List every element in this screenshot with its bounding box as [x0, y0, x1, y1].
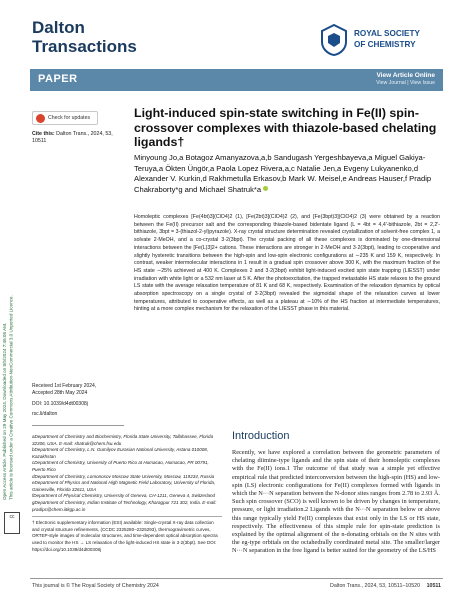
- accepted-date: Accepted 28th May 2024: [32, 389, 88, 396]
- orcid-icon[interactable]: [263, 186, 268, 191]
- esi-footnote[interactable]: † Electronic supplementary information (ESI) available: Single-crystal X-ray data collection and crystal structure refinements, (CCDC 2325280–2325293), thermogravimetric curves, ORTEP-style images of molecular structures, and time-dependent optical absorption spectra used to monitor the HS → LS relaxation of the light-induced HS state in 3·2(3bpt). See DOI: https://doi.org/10.1039/d4dt00308j: [32, 516, 222, 553]
- journal-site-link[interactable]: rsc.li/dalton: [32, 411, 58, 418]
- doi-link[interactable]: DOI: 10.1039/d4dt00308j: [32, 400, 88, 407]
- section-banner: [30, 69, 443, 91]
- affiliation-item: bDepartment of Chemistry, L.N. Gumilyov Eurasian National University, Astana 010008, Kazakhstan: [32, 447, 209, 459]
- open-access-line[interactable]: Open Access Article. Published on 29 May 2024. Downloaded on 8/5/2024 7:46:06 AM.: [2, 322, 7, 500]
- copyright: This journal is © The Royal Society of Chemistry 2024: [32, 583, 159, 589]
- publisher-name-line1: ROYAL SOCIETY: [354, 29, 420, 38]
- footer-journal-ref: Dalton Trans., 2024, 53, 10511–10520: [330, 583, 421, 589]
- affiliation-item: gDepartment of Chemistry, Indian Institute of Technology, Kharagpur 721 302, India. E-mail: pradipc@chem.iitkgp.ac.in: [32, 499, 217, 512]
- section-label: PAPER: [38, 73, 78, 85]
- licence-line[interactable]: This article is licensed under a Creative Commons Attribution-NonCommercial 3.0 Unported Licence.: [8, 295, 14, 500]
- affiliation-item: dDepartment of Chemistry, Lomonosov Moscow State University, Moscow, 119234, Russia: [32, 473, 215, 479]
- footer-citation: [330, 583, 441, 589]
- article-title: Light-induced spin-state switching in Fe(II) spin-crossover complexes with thiazole-based chelating ligands†: [134, 106, 437, 149]
- divider: [32, 425, 124, 426]
- view-article-online-link[interactable]: View Article Online: [376, 72, 435, 79]
- affiliation-item: fDepartment of Physical Chemistry, University of Geneva, CH-1211, Geneva 4, Switzerland: [32, 493, 216, 499]
- cc-license-icon[interactable]: cc: [4, 512, 20, 534]
- check-updates-button[interactable]: [32, 111, 98, 125]
- license-strip: [0, 0, 22, 600]
- intro-text: Recently, we have explored a correlation between the geometric parameters of chelating diimine-type ligands and the spin state of their homoleptic complexes with the Fe(II) ions.1 The outcome of that study was a simple yet effective empirical rule that predicted interconversion between the high-spin (HS) and low-spin (LS) electronic configurations for Fe(II) complexes formed with ligands in which the N···N separation between the N-donor sites ranges from 2.78 to 2.93 Å. Such spin crossover (SCO) is well known to be driven by changes in temperature, pressure, or light irradiation.2 Ligands with the N···N separation below or above this range typically yield Fe(II) complexes that exist only in the LS or HS state, respectively. The effectiveness of this simple rule for spin-state prediction is explained by the optimal alignment of the n-donating orbitals on the N sites with the eg-type orbitals on the octahedrally coordinated metal site. The smaller/larger N···N separation in the free ligand is better suited for the geometry of the LS/HS: [232, 449, 440, 555]
- publisher-crest-icon: [320, 24, 348, 56]
- publisher-logo[interactable]: [320, 22, 442, 58]
- update-icon: [36, 114, 45, 123]
- page-footer: [30, 578, 443, 589]
- page-number: 10511: [426, 583, 441, 589]
- affiliation-item: cDepartment of Chemistry, University of Puerto Rico at Humacao, Humacao, PR 00791, Puerto Rico: [32, 460, 209, 472]
- intro-heading: Introduction: [232, 430, 290, 442]
- view-journal-link[interactable]: View Journal | View Issue: [376, 80, 435, 86]
- citation: [32, 131, 122, 145]
- check-updates-label: Check for updates: [48, 115, 91, 121]
- affiliation-item: eDepartment of Physics and National High Magnetic Field Laboratory, University of Florida, Gainesville, Florida 32611, USA: [32, 480, 216, 492]
- author-list: [134, 153, 440, 195]
- author-names[interactable]: Minyoung Jo,a Botagoz Amanyazova,a,b Sandugash Yergeshbayeva,a Miguel Gakiya-Teruya,a Ökten Üngör,a Paola Lopez Rivera,a,c Natalie Jen,a Evgeny Lukyanenko,d Alexander V. Kurkin,d Rakhmetulla Erkasov,b Mark W. Meisel,e Andreas Hauser,f Pradip Chakraborty*g and Michael Shatruk*a: [134, 153, 432, 194]
- cite-label: Cite this:: [32, 131, 55, 137]
- cite-ref[interactable]: Dalton Trans., 2024, 53, 10511: [32, 131, 113, 144]
- abstract: Homoleptic complexes [Fe(4bt)3](ClO4)2 (1), [Fe(2bt)3](ClO4)2 (2), and [Fe(3bpt)3](ClO4)2 (3) were obtained by a reaction between the Fe(II) precursor salt and the corresponding thiazole-based bidentate ligand (L = 4bt = 4,4′-bithiazole, 2bt = 2,2′-bithiazole, 3bpt = 3-(thiazol-2-yl)pyrazole). X-ray crystal structure determination revealed crystallization of solvent-free complex 1, a solvate 2·MeOH, and a co-crystal 3·2(3bpt). The crystal packing of all these complexes is dominated by one-dimensional interactions between the [Fe(L)3]2+ cations. These interactions are stronger in 2·MeOH and 3·2(3bpt), leading to cooperative and slightly hysteretic transitions between the high-spin and low-spin electronic configurations at ∼235 K and 159 K, respectively. In contrast, weaker intermolecular interactions in 1 result in a gradual spin crossover above 300 K, with the maximum fraction of the HS state ∼25% achieved at 400 K. Complexes 2 and 3·2(3bpt) exhibit light-induced excited spin state trapping (LIESST) under irradiation with white light or a 532 nm laser at 5 K. After the photoexcitation, the trapped metastable HS state relaxes to the ground LS state with the average relaxation temperature of 81 K and 68 K, respectively. Examination of the relaxation dynamics by optical absorption spectroscopy on a single crystal of 3·2(3bpt) revealed the sigmoidal shape of the relaxation curves at lower temperatures, attributed to cooperative effects, as well as a plateau at ∼10% of the HS fraction at intermediate temperatures, hinting at a more complex mechanism for the relaxation of the LIESST phase in this material.: [134, 214, 440, 313]
- article-meta: [32, 383, 124, 418]
- journal-title-line2: Transactions: [32, 37, 137, 56]
- publisher-name-line2: OF CHEMISTRY: [354, 40, 416, 49]
- affiliations: [32, 434, 222, 553]
- journal-title: [32, 18, 137, 56]
- journal-title-line1: Dalton: [32, 18, 85, 37]
- affiliation-item: aDepartment of Chemistry and Biochemistry, Florida State University, Tallahassee, Florida 32306, USA. E-mail: shatruk@chem.fsu.edu: [32, 434, 214, 446]
- license-text: [2, 40, 22, 500]
- received-date: Received 1st February 2024,: [32, 383, 97, 389]
